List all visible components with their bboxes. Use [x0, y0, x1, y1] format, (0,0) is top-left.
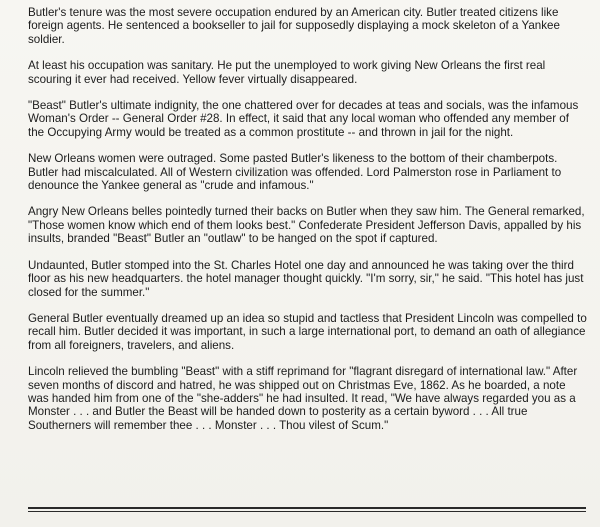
bottom-divider-thin [28, 511, 586, 512]
paragraph-3: "Beast" Butler's ultimate indignity, the one chattered over for decades at teas and socials, was the infamous Woman's Order -- General Order #28. In effect, it said that any local woman who offended any member of the Occupying Army would be treated as a common prostitute -- and thrown in jail for the night. [28, 99, 579, 139]
paragraph-7: General Butler eventually dreamed up an idea so stupid and tactless that President Lincoln was compelled to recall him. Butler decided it was important, in such a large international port, to demand an oath of allegiance from all foreigners, travelers, and aliens. [28, 311, 587, 352]
paragraph-2: At least his occupation was sanitary. He put the unemployed to work giving New Orleans the first real scouring it ever had received. Yellow fever virtually disappeared. [28, 59, 546, 86]
paragraph-4: New Orleans women were outraged. Some pasted Butler's likeness to the bottom of their chamberpots. Butler had miscalculated. All of Western civilization was offended. Lord Palmerston rose in Parliament to denounce the Yankee general as "crude and infamous." [28, 152, 562, 193]
paragraph-1: Butler's tenure was the most severe occupation endured by an American city. Butler treated citizens like foreign agents. He sentenced a bookseller to jail for supposedly displaying a mock skeleton of a Yankee soldier. [28, 6, 560, 46]
paragraph-6: Undaunted, Butler stomped into the St. Charles Hotel one day and announced he was taking over the third floor as his new headquarters. the hotel manager thought quickly. "I'm sorry, sir," he said. "This hotel has just closed for the summer." [28, 258, 584, 299]
article-body [28, 6, 588, 445]
paragraph-8: Lincoln relieved the bumbling "Beast" with a stiff reprimand for "flagrant disregard of international law." After seven months of discord and hatred, he was shipped out on Christmas Eve, 1862. As he boarded, a note was handed him from one of the "she-adders" he had insulted. It read, "We have always regarded you as a Monster . . . and Butler the Beast will be handed down to posterity as a certain byword . . . All true Southerners will remember thee . . . Monster . . . Thou vilest of Scum." [28, 365, 578, 432]
bottom-divider-thick [28, 507, 586, 509]
paragraph-5: Angry New Orleans belles pointedly turned their backs on Butler when they saw him. The General remarked, "Those women know which end of them looks best." Confederate President Jefferson Davis, appalled by his insults, branded "Beast" Butler an "outlaw" to be hanged on the spot if captured. [28, 205, 585, 246]
